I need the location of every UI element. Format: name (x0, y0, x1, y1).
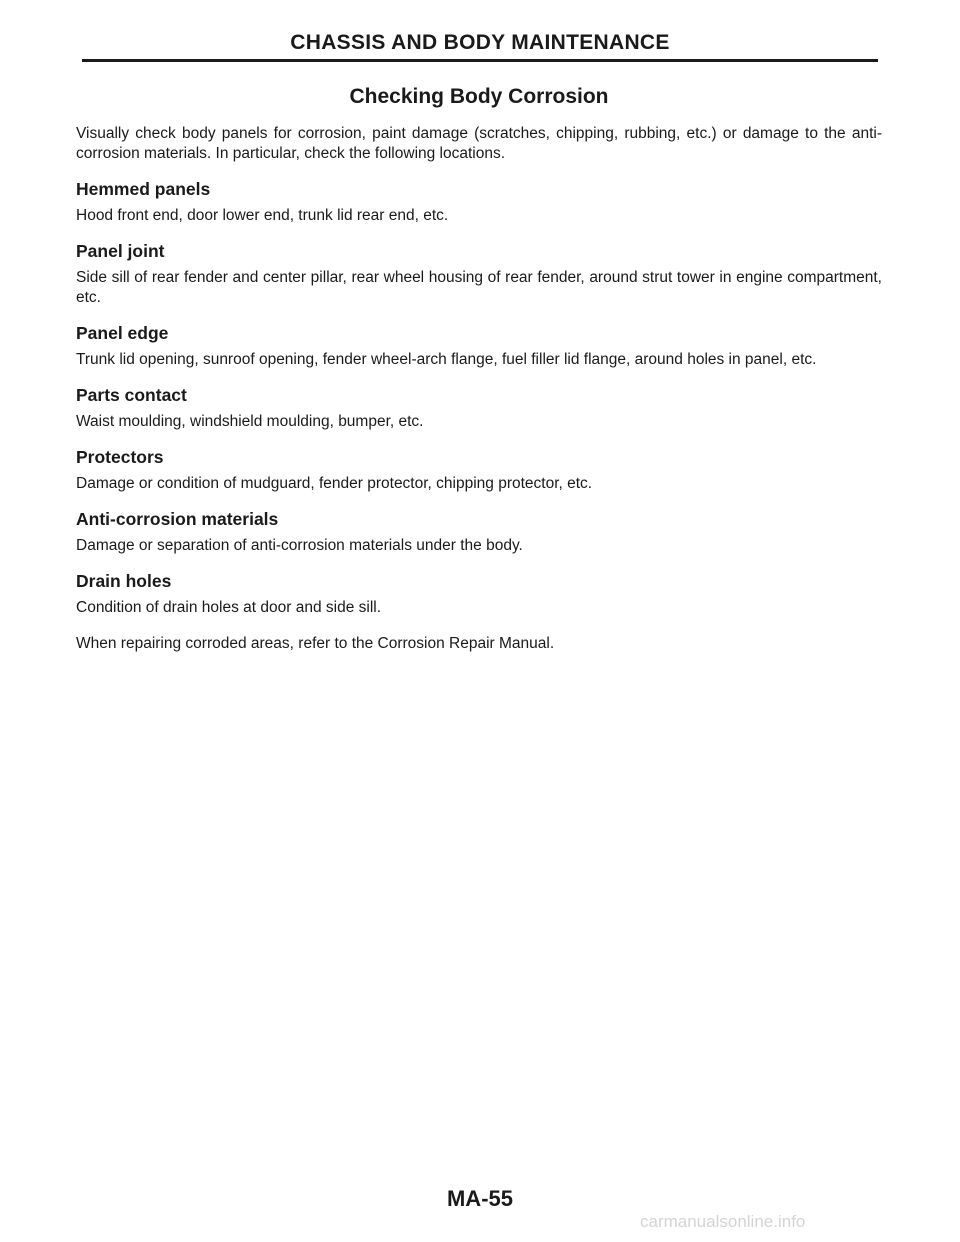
section-text: Trunk lid opening, sunroof opening, fender wheel-arch flange, fuel filler lid flange, around holes in panel, etc. (76, 351, 817, 368)
section-parts-contact (76, 384, 882, 432)
section-heading: Drain holes (76, 571, 172, 591)
closing-paragraph: When repairing corroded areas, refer to the Corrosion Repair Manual. (76, 635, 555, 652)
section-panel-joint (76, 240, 882, 308)
header-rule (82, 59, 878, 62)
section-heading: Panel joint (76, 241, 165, 261)
section-heading: Protectors (76, 447, 164, 467)
section-heading: Panel edge (76, 323, 169, 343)
section-heading: Anti-corrosion materials (76, 509, 279, 529)
section-text: Damage or condition of mudguard, fender protector, chipping protector, etc. (76, 475, 593, 492)
section-protectors (76, 446, 882, 494)
page-title: Checking Body Corrosion (349, 85, 609, 108)
section-panel-edge (76, 322, 882, 370)
intro-paragraph: Visually check body panels for corrosion, paint damage (scratches, chipping, rubbing, etc.) or damage to the anti-corrosion materials. In particular, check the following locations. (76, 125, 882, 162)
header-title: CHASSIS AND BODY MAINTENANCE (290, 31, 670, 54)
page-number: MA-55 (446, 1186, 513, 1211)
section-hemmed-panels (76, 178, 882, 226)
section-drain-holes (76, 570, 882, 618)
page-header (82, 28, 878, 58)
section-heading: Hemmed panels (76, 179, 211, 199)
section-heading: Parts contact (76, 385, 187, 405)
section-anti-corrosion-materials (76, 508, 882, 556)
section-text: Condition of drain holes at door and side sill. (76, 599, 382, 616)
section-text: Waist moulding, windshield moulding, bumper, etc. (76, 413, 424, 430)
section-text: Damage or separation of anti-corrosion materials under the body. (76, 537, 523, 554)
watermark-text: carmanualsonline.info (640, 1212, 806, 1231)
section-text: Hood front end, door lower end, trunk lid rear end, etc. (76, 207, 449, 224)
document-body (76, 82, 882, 654)
section-text: Side sill of rear fender and center pillar, rear wheel housing of rear fender, around strut tower in engine compartment, etc. (76, 269, 882, 306)
